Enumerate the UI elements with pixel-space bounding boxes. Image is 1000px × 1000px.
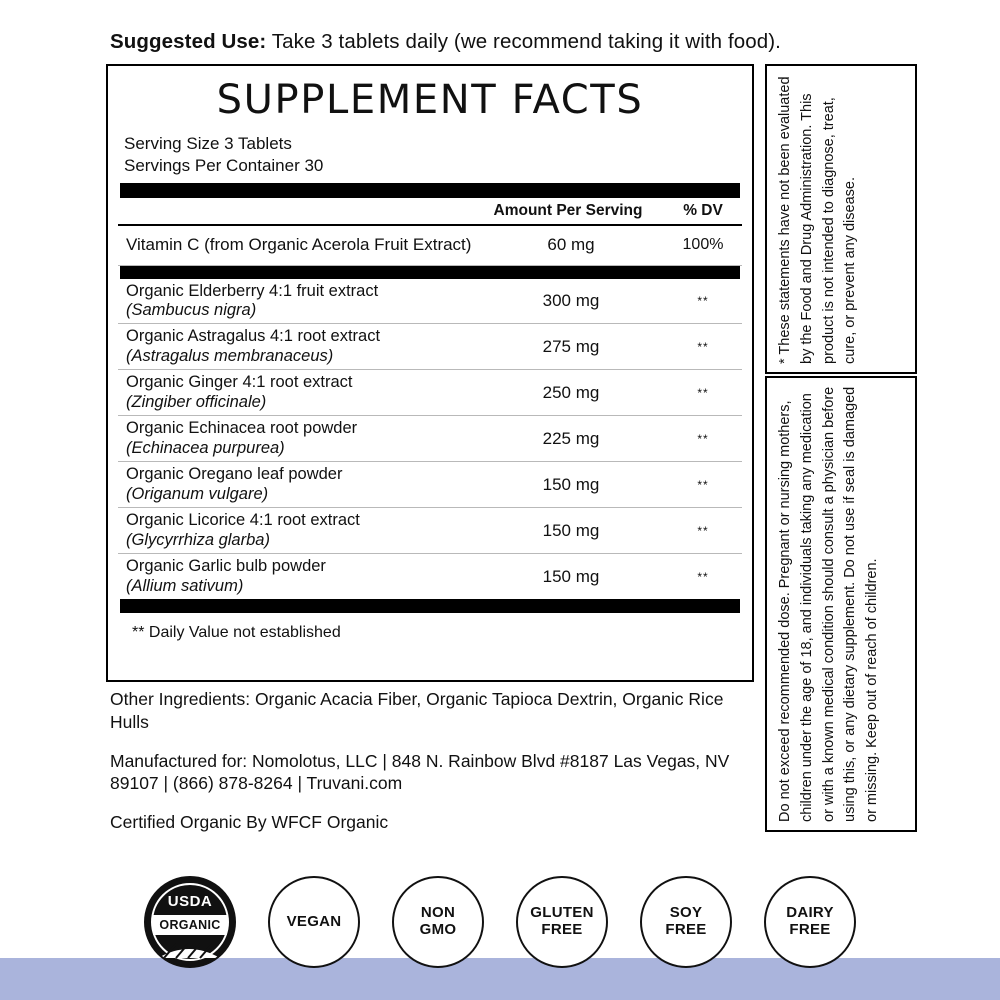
- row-name-block: [126, 465, 476, 504]
- table-header-row: [118, 198, 742, 226]
- suggested-use-line: [110, 30, 940, 54]
- supplement-facts-panel: [106, 64, 754, 682]
- badge-line-1: SOY: [669, 904, 703, 922]
- row-name: Organic Elderberry 4:1 fruit extract: [126, 281, 379, 300]
- row-name: Vitamin C (from Organic Acerola Fruit Extract): [126, 234, 472, 254]
- daily-value-footnote: ** Daily Value not established: [132, 624, 341, 642]
- badge-usda-organic: [144, 876, 236, 968]
- row-dv: **: [697, 523, 709, 538]
- usda-bottom-label: ORGANIC: [153, 915, 227, 935]
- badge-gluten-free: [516, 876, 608, 968]
- row-dv: **: [697, 385, 709, 400]
- rule-thick-middle: [120, 266, 740, 279]
- row-latin: (Allium sativum): [126, 576, 244, 595]
- ingredient-rows: [118, 279, 742, 600]
- serving-info: [124, 133, 742, 177]
- row-name-block: [126, 511, 476, 550]
- manufactured-for: Manufactured for: Nomolotus, LLC | 848 N. Rainbow Blvd #8187 Las Vegas, NV 89107 | (866) 878-8264 | Truvani.com: [110, 750, 730, 794]
- row-amount: 225 mg: [542, 428, 600, 448]
- row-name-block: [126, 373, 476, 412]
- badge-line-2: FREE: [665, 921, 707, 938]
- row-name: Organic Echinacea root powder: [126, 419, 358, 438]
- badge-line-1: NON: [420, 904, 456, 922]
- row-amount: 150 mg: [542, 520, 600, 540]
- row-amount: 250 mg: [542, 382, 600, 402]
- usda-field-icon: [156, 938, 224, 960]
- badge-non-gmo: [392, 876, 484, 968]
- row-amount: 275 mg: [542, 336, 600, 356]
- row-amount: 60 mg: [547, 235, 595, 254]
- row-name-block: [126, 327, 476, 366]
- table-row: [118, 416, 742, 462]
- badge-dairy-free: [764, 876, 856, 968]
- row-name-block: [126, 419, 476, 458]
- warning-text: Do not exceed recommended dose. Pregnant or nursing mothers, children under the age of 18, and individuals taking any medication or with a known medical condition should consult a physician before using this, or any dietary supplement. Do not use if seal is damaged or missing. Keep out of reach of children.: [777, 386, 880, 822]
- row-latin: (Echinacea purpurea): [126, 438, 285, 457]
- table-row: [118, 324, 742, 370]
- row-name: Organic Astragalus 4:1 root extract: [126, 327, 381, 346]
- row-name: Organic Garlic bulb powder: [126, 557, 326, 576]
- badge-vegan: [268, 876, 360, 968]
- row-latin: (Astragalus membranaceus): [126, 346, 334, 365]
- row-latin: (Sambucus nigra): [126, 300, 257, 319]
- badge-line-1: DAIRY: [786, 904, 834, 922]
- row-dv: **: [697, 569, 709, 584]
- header-percent-dv: % DV: [683, 201, 723, 219]
- usda-top-label: USDA: [167, 893, 213, 910]
- row-latin: (Origanum vulgare): [126, 484, 269, 503]
- row-amount: 150 mg: [542, 566, 600, 586]
- row-name: Organic Oregano leaf powder: [126, 465, 343, 484]
- row-dv: 100%: [682, 236, 724, 253]
- organic-certification: Certified Organic By WFCF Organic: [110, 812, 389, 832]
- row-dv: **: [697, 477, 709, 492]
- row-amount: 150 mg: [542, 474, 600, 494]
- supplement-facts-title: SUPPLEMENT FACTS: [216, 77, 644, 123]
- table-row: [118, 508, 742, 554]
- table-row: [118, 554, 742, 599]
- row-latin: (Zingiber officinale): [126, 392, 267, 411]
- fda-disclaimer-text: * These statements have not been evaluated by the Food and Drug Administration. This product is not intended to diagnose, treat, cure, or prevent any disease.: [777, 76, 859, 364]
- table-row: [118, 279, 742, 325]
- badge-line-2: FREE: [541, 921, 583, 938]
- row-dv: **: [697, 431, 709, 446]
- certification-badges: [0, 876, 1000, 972]
- table-row-vitamin-c: [118, 226, 742, 266]
- suggested-use-text: Take 3 tablets daily (we recommend taking it with food).: [266, 30, 781, 53]
- servings-per-container: Servings Per Container 30: [124, 155, 324, 175]
- badge-line-1: GLUTEN: [530, 904, 594, 922]
- suggested-use-label: Suggested Use:: [110, 30, 267, 53]
- rule-thick-bottom: [120, 599, 740, 613]
- row-amount: 300 mg: [542, 290, 600, 310]
- label-footer-text: [110, 688, 750, 850]
- row-name: Organic Ginger 4:1 root extract: [126, 373, 353, 392]
- row-dv: **: [697, 293, 709, 308]
- fda-disclaimer-box: [765, 64, 917, 374]
- row-name-block: [126, 557, 476, 596]
- badge-soy-free: [640, 876, 732, 968]
- badge-line-2: GMO: [419, 921, 457, 938]
- serving-size: Serving Size 3 Tablets: [124, 134, 292, 153]
- badge-line-1: VEGAN: [286, 912, 342, 930]
- other-ingredients: Other Ingredients: Organic Acacia Fiber, Organic Tapioca Dextrin, Organic Rice Hulls: [110, 689, 724, 732]
- warning-box: [765, 376, 917, 832]
- row-name: Organic Licorice 4:1 root extract: [126, 511, 360, 530]
- header-amount-per-serving: Amount Per Serving: [493, 201, 643, 219]
- row-dv: **: [697, 339, 709, 354]
- badge-line-2: FREE: [789, 921, 831, 938]
- rule-thick-top: [120, 183, 740, 198]
- table-row: [118, 462, 742, 508]
- row-latin: (Glycyrrhiza glarba): [126, 530, 270, 549]
- table-row: [118, 370, 742, 416]
- row-name-block: [126, 282, 476, 321]
